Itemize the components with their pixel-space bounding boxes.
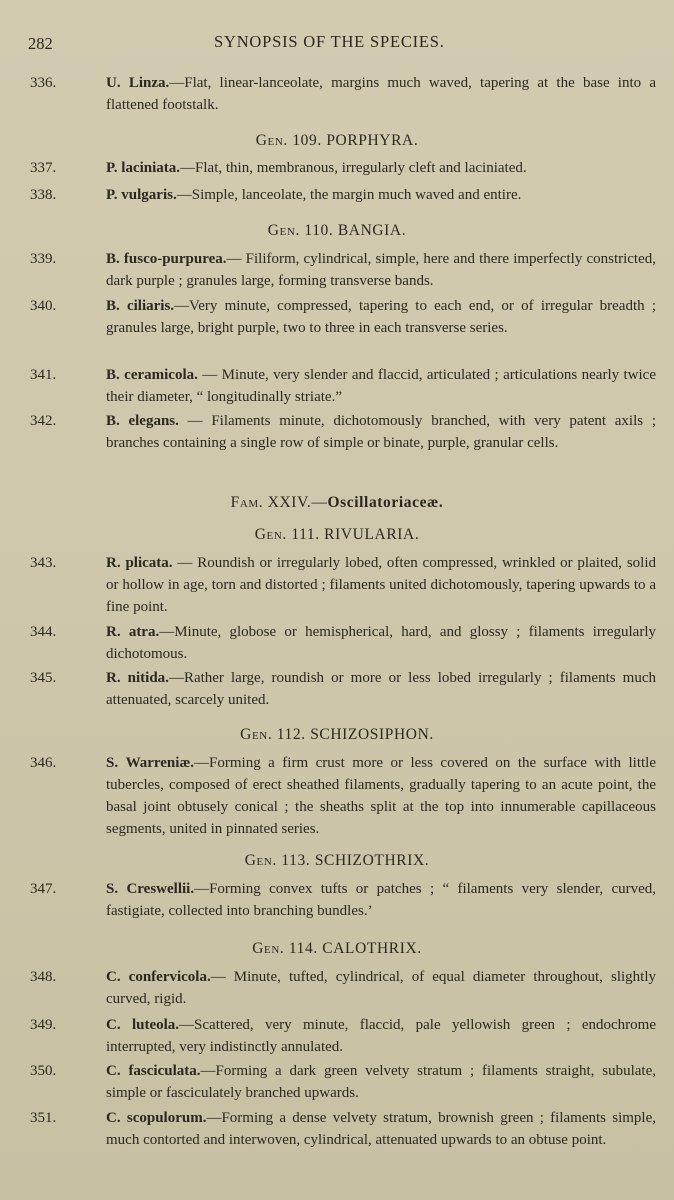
species-entry-340 <box>30 295 656 339</box>
species-entry-339 <box>30 248 656 292</box>
page-header <box>28 30 654 54</box>
entry-number: 339. <box>30 251 57 267</box>
species-name: ciliaris. <box>126 298 175 314</box>
species-abbr: C. <box>106 1110 121 1126</box>
species-description: — Filiform, cylindrical, simple, here and there imperfectly constricted, dark purple ; granules large, forming transverse bands. <box>106 251 657 289</box>
species-name: atra. <box>128 624 160 640</box>
entry-number: 343. <box>30 555 57 571</box>
species-abbr: C. <box>106 1063 121 1079</box>
entry-number: 344. <box>30 624 57 640</box>
species-description: —Very minute, compressed, tapering to each end, or of irregular breadth ; granules large, bright purple, two to three in each transverse series. <box>106 298 656 336</box>
species-abbr: S. <box>106 755 119 771</box>
species-name: elegans. <box>128 413 179 429</box>
species-abbr: R. <box>106 624 121 640</box>
entry-number: 340. <box>30 298 57 314</box>
family-label: Fam. <box>230 494 264 511</box>
species-entry-345 <box>30 667 656 711</box>
species-entry-347 <box>30 878 656 922</box>
species-abbr: P. <box>106 160 118 176</box>
entry-number: 336. <box>30 75 57 91</box>
species-entry-342 <box>30 410 656 454</box>
species-entry-348 <box>30 966 656 1010</box>
entry-number: 348. <box>30 969 57 985</box>
genus-label: Gen. <box>252 940 285 957</box>
genus-heading-114 <box>0 940 674 958</box>
entry-number: 337. <box>30 160 57 176</box>
entry-number: 351. <box>30 1110 57 1126</box>
genus-title: 109. PORPHYRA. <box>292 132 419 149</box>
genus-title: 112. SCHIZOSIPHON. <box>276 726 434 743</box>
genus-title: 113. SCHIZOTHRIX. <box>281 852 430 869</box>
species-abbr: C. <box>106 969 121 985</box>
species-entry-344 <box>30 621 656 665</box>
species-description: —Scattered, very minute, flaccid, pale yellowish green ; endochrome interrupted, very indistinctly annulated. <box>106 1017 656 1055</box>
species-name: Linza. <box>128 75 170 91</box>
running-head: SYNOPSIS OF THE SPECIES. <box>214 32 445 51</box>
genus-heading-110 <box>0 222 674 240</box>
species-entry-337 <box>30 157 656 179</box>
species-description: —Minute, globose or hemispherical, hard, and glossy ; filaments irregularly dichotomous. <box>106 624 656 662</box>
species-description: —Flat, linear-lanceolate, margins much waved, tapering at the base into a flattened footstalk. <box>106 75 657 113</box>
species-name: fusco-purpurea. <box>123 251 227 267</box>
species-name: fasciculata. <box>128 1063 201 1079</box>
genus-title: 110. BANGIA. <box>304 222 407 239</box>
species-abbr: B. <box>106 298 120 314</box>
species-description: —Simple, lanceolate, the margin much waved and entire. <box>176 187 522 203</box>
species-name: vulgaris. <box>121 187 177 203</box>
entry-number: 347. <box>30 881 57 897</box>
entry-number: 338. <box>30 187 57 203</box>
species-description: — Filaments minute, dichotomously branched, with very patent axils ; branches containing a single row of simple or binate, purple, granular cells. <box>106 413 656 451</box>
entry-number: 349. <box>30 1017 57 1033</box>
species-name: ceramicola. <box>124 367 198 383</box>
genus-heading-112 <box>0 726 674 744</box>
species-entry-338 <box>30 184 656 206</box>
species-name: Warreniæ. <box>125 755 195 771</box>
species-abbr: S. <box>106 881 119 897</box>
species-name: nitida. <box>127 670 169 686</box>
genus-label: Gen. <box>254 526 287 543</box>
species-name: confervicola. <box>128 969 211 985</box>
species-abbr: B. <box>106 367 120 383</box>
genus-heading-111 <box>0 526 674 544</box>
species-entry-350 <box>30 1060 656 1104</box>
species-entry-343 <box>30 552 656 618</box>
species-description: —Forming a firm crust more or less covered on the surface with little tubercles, composed of erect sheathed filaments, gradually tapering to an acute point, the basal joint obtusely conical ; the sheaths split at the top into innumerable capillaceous segments, united in pinnated series. <box>106 755 656 837</box>
genus-label: Gen. <box>244 852 277 869</box>
species-name: luteola. <box>131 1017 180 1033</box>
entry-number: 345. <box>30 670 57 686</box>
species-name: laciniata. <box>121 160 181 176</box>
species-name: scopulorum. <box>126 1110 207 1126</box>
species-entry-341 <box>30 364 656 408</box>
species-entry-336 <box>30 72 656 116</box>
species-abbr: R. <box>106 670 121 686</box>
species-name: Creswellii. <box>126 881 195 897</box>
family-number: XXIV.— <box>267 494 328 511</box>
species-entry-349 <box>30 1014 656 1058</box>
entry-number: 341. <box>30 367 57 383</box>
genus-label: Gen. <box>240 726 273 743</box>
genus-title: 114. CALOTHRIX. <box>288 940 422 957</box>
genus-heading-109 <box>0 132 674 150</box>
species-abbr: U. <box>106 75 121 91</box>
species-abbr: B. <box>106 413 120 429</box>
species-abbr: R. <box>106 555 121 571</box>
species-abbr: C. <box>106 1017 121 1033</box>
genus-label: Gen. <box>255 132 288 149</box>
species-description: — Roundish or irregularly lobed, often compressed, wrinkled or plaited, solid or hollow in age, torn and distorted ; filaments united dichotomously, tapering upwards to a fine point. <box>106 555 657 615</box>
page-number: 282 <box>28 34 53 53</box>
species-description: — Minute, tufted, cylindrical, of equal diameter throughout, slightly curved, rigid. <box>106 969 657 1007</box>
species-description: — Minute, very slender and flaccid, articulated ; articulations nearly twice their diameter, “ longitudinally striate.” <box>106 367 656 405</box>
genus-title: 111. RIVULARIA. <box>291 526 420 543</box>
species-description: —Forming a dark green velvety stratum ; filaments straight, subulate, simple or fasciculately branched upwards. <box>106 1063 656 1101</box>
entry-number: 346. <box>30 755 57 771</box>
genus-heading-113 <box>0 852 674 870</box>
species-abbr: B. <box>106 251 120 267</box>
species-abbr: P. <box>106 187 118 203</box>
species-description: —Rather large, roundish or more or less lobed irregularly ; filaments much attenuated, scarcely united. <box>106 670 656 708</box>
genus-label: Gen. <box>267 222 300 239</box>
entry-number: 342. <box>30 413 57 429</box>
entry-number: 350. <box>30 1063 57 1079</box>
species-entry-346 <box>30 752 656 840</box>
species-description: —Forming a dense velvety stratum, brownish green ; filaments simple, much contorted and interwoven, cylindrical, attenuated upwards to an obtuse point. <box>106 1110 656 1148</box>
species-description: —Forming convex tufts or patches ; “ filaments very slender, curved, fastigiate, collected into branching bundles.’ <box>106 881 657 919</box>
family-heading-xxiv <box>0 494 674 512</box>
family-name: Oscillatoriaceæ. <box>327 494 444 511</box>
species-entry-351 <box>30 1107 656 1151</box>
species-description: —Flat, thin, membranous, irregularly cleft and laciniated. <box>180 160 527 176</box>
species-name: plicata. <box>125 555 173 571</box>
